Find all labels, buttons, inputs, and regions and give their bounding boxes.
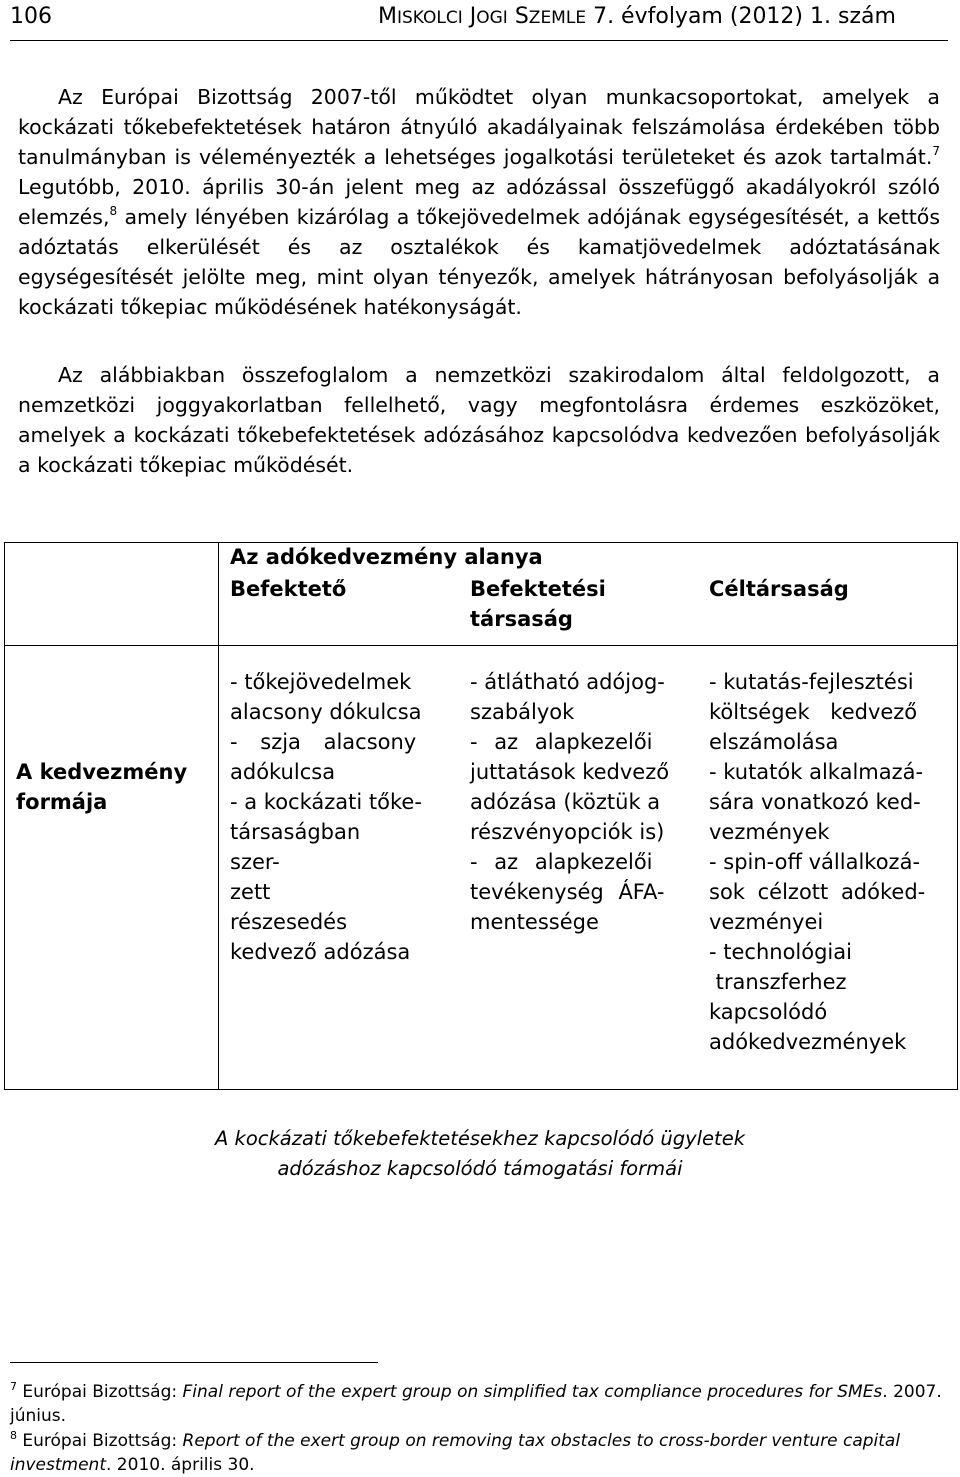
caption-line-1: A kockázati tőkebefektetésekhez kapcsolódó ügyletek <box>214 1127 745 1150</box>
footnote-ref-8: 8 <box>109 204 118 218</box>
footnote-7-title: Final report of the expert group on simplified tax compliance procedures for SMEs <box>182 1382 883 1402</box>
journal-word-szemle: ZEMLE <box>528 8 587 28</box>
cell-line: elszámolása <box>709 730 839 754</box>
footnote-8 <box>10 1429 950 1477</box>
paragraph-1-part-c: amely lényében kizárólag a tőkejövedelmek adójának egységesítését, a kettős adóztatás elkerülését és az osztalékok és kamatjövedelmek adóztatásának egységesítését jelölte meg, mint olyan tényezők, amelyek hátrányosan befolyásolják a kockázati tőkepiac működésének hatékonyságát. <box>18 205 940 319</box>
table-top-heading: Az adókedvezmény alanya <box>230 545 543 569</box>
table-border-right <box>957 542 958 1090</box>
col-heading-befektetesi-tarsasag <box>470 574 606 634</box>
cell-line: juttatások kedvező <box>470 760 670 784</box>
paragraph-1-part-a: Az Európai Bizottság 2007-től működtet olyan munkacsoportokat, amelyek a kockázati tőkebefektetések határon átnyúló akadályainak felszámolása érdekében több tanulmányban is véleményezték a lehetséges jogalkotási területeket és azok tartalmát. <box>18 85 940 169</box>
journal-word-jogi: OGI <box>476 8 508 28</box>
header-rule <box>10 40 948 41</box>
footnote-7-author: Európai Bizottság: <box>17 1382 183 1402</box>
cell-line: sára vonatkozó ked- <box>709 790 921 814</box>
journal-initial-s: S <box>514 4 529 29</box>
journal-initial-j: J <box>469 4 477 29</box>
journal-volume: 7. évfolyam (2012) 1. szám <box>593 4 896 29</box>
paragraph-2: Az alábbiakban összefoglalom a nemzetközi szakirodalom által feldolgozott, a nemzetközi joggyakorlatban fellelhető, vagy megfontolásra érdemes eszközöket, amelyek a kockázati tőkebefektetések adózásához kapcsolódva kedvezően befolyásolják a kockázati tőkepiac működését. <box>18 363 940 477</box>
cell-celtarsasag <box>709 667 949 1057</box>
cell-line: - kutatás-fejlesztési <box>709 670 914 694</box>
cell-line: - szja alacsony <box>230 730 417 754</box>
cell-line: sok célzott adóked- <box>709 880 926 904</box>
journal-word-miskolci: ISKOLCI <box>396 8 463 28</box>
tax-incentive-table <box>4 542 958 1090</box>
journal-title <box>378 2 896 33</box>
table-caption <box>0 1124 960 1184</box>
table-border-bottom <box>4 1089 958 1090</box>
paragraph-1 <box>18 82 940 322</box>
journal-initial-m: M <box>378 4 397 29</box>
cell-line: - átlátható adójog- <box>470 670 665 694</box>
cell-line: adókulcsa <box>230 760 336 784</box>
table-border-middle <box>4 645 958 646</box>
cell-line: adózása (köztük a <box>470 790 661 814</box>
row-heading <box>16 757 187 817</box>
footnote-8-title: Report of the exert group on removing tax obstacles to cross-border venture capital investment <box>10 1431 901 1475</box>
footnote-7-number: 7 <box>10 1380 17 1393</box>
cell-line: vezményei <box>709 910 824 934</box>
cell-line: - az alapkezelői <box>470 730 653 754</box>
cell-line: - kutatók alkalmazá- <box>709 760 924 784</box>
cell-line: szabályok <box>470 700 575 724</box>
col-heading-befektetesi-line-1: Befektetési <box>470 577 606 601</box>
cell-line: költségek kedvező <box>709 700 918 724</box>
cell-line: - spin-off vállalkozá- <box>709 850 921 874</box>
cell-line: - a kockázati tőke- <box>230 790 422 814</box>
cell-line: részvényopciók is) <box>470 820 665 844</box>
table-border-left <box>4 542 5 1090</box>
col-heading-befektetesi-line-2: társaság <box>470 607 573 631</box>
cell-line: - tőkejövedelmek <box>230 670 412 694</box>
col-heading-befekteto: Befektető <box>230 577 347 601</box>
table-divider <box>218 542 219 1090</box>
cell-befektetesi-tarsasag <box>470 667 686 937</box>
footnote-8-number: 8 <box>10 1429 17 1442</box>
cell-line: - technológiai <box>709 940 852 964</box>
cell-line: - az alapkezelői <box>470 850 653 874</box>
footnote-7 <box>10 1380 950 1428</box>
cell-line: zett részesedés <box>230 880 348 934</box>
cell-line: társaságban szer- <box>230 820 361 874</box>
row-heading-line-1: A kedvezmény <box>16 760 188 784</box>
footnote-ref-7: 7 <box>932 144 940 158</box>
cell-line: kapcsolódó <box>709 1000 828 1024</box>
cell-line: mentessége <box>470 910 599 934</box>
cell-line: transzferhez <box>709 970 847 994</box>
paragraph-1-part-b: Legutóbb, 2010. április 30-án jelent meg az adózással összefüggő akadályokról szóló elemzés, <box>18 175 940 229</box>
cell-line: adókedvezmények <box>709 1030 907 1054</box>
footnote-rule <box>10 1362 378 1363</box>
caption-line-2: adózáshoz kapcsolódó támogatási formái <box>277 1157 683 1180</box>
footnote-7-date: . 2007. június. <box>10 1382 942 1426</box>
footnote-8-author: Európai Bizottság: <box>17 1431 183 1451</box>
col-heading-celtarsasag: Céltársaság <box>709 577 849 601</box>
cell-befekteto <box>230 667 446 967</box>
cell-line: vezmények <box>709 820 830 844</box>
running-header <box>0 2 960 34</box>
row-heading-line-2: formája <box>16 790 108 814</box>
cell-line: alacsony dókulcsa <box>230 700 422 724</box>
footnote-8-date: . 2010. április 30. <box>106 1455 255 1475</box>
page-number: 106 <box>10 4 52 29</box>
cell-line: kedvező adózása <box>230 940 411 964</box>
cell-line: tevékenység ÁFA- <box>470 880 665 904</box>
